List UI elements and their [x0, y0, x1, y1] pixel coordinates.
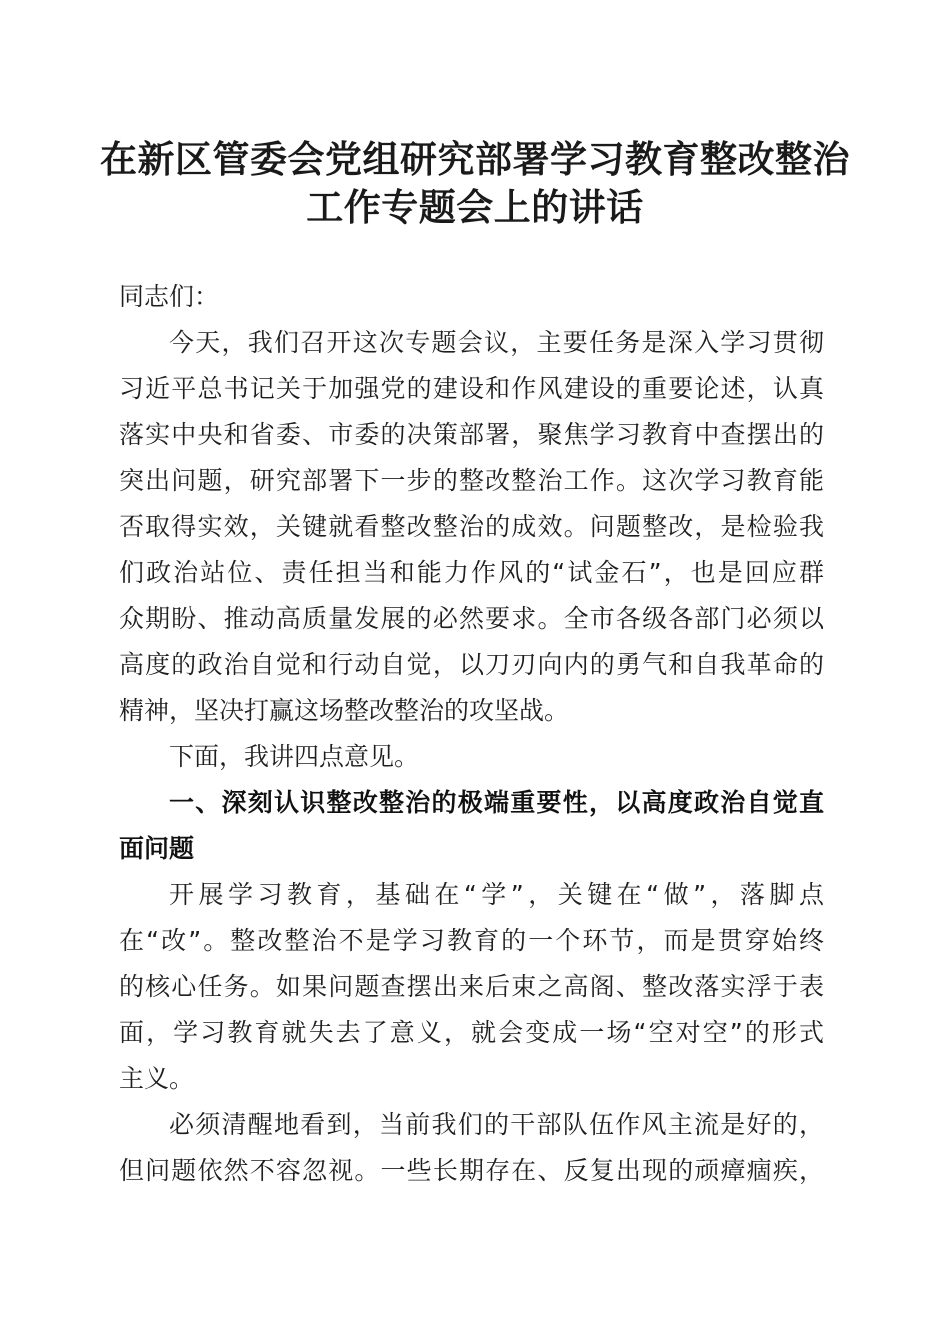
salutation: 同志们：	[119, 282, 220, 311]
paragraph-1-line: 精神，坚决打赢这场整改整治的攻坚战。	[119, 696, 570, 725]
section-heading-1-line: 一、深刻认识整改整治的极端重要性，以高度政治自觉直	[169, 788, 824, 817]
paragraph-1-line: 们政治站位、责任担当和能力作风的“试金石”，也是回应群	[119, 558, 824, 587]
paragraph-3-line: 面，学习教育就失去了意义，就会变成一场“空对空”的形式	[119, 1018, 824, 1047]
paragraph-4-line: 但问题依然不容忽视。一些长期存在、反复出现的顽瘴痼疾，	[119, 1156, 824, 1185]
paragraph-1-line: 众期盼、推动高质量发展的必然要求。全市各级各部门必须以	[119, 604, 824, 633]
paragraph-3-line: 的核心任务。如果问题查摆出来后束之高阁、整改落实浮于表	[119, 972, 824, 1001]
paragraph-3-line: 在“改”。整改整治不是学习教育的一个环节，而是贯穿始终	[119, 926, 824, 955]
paragraph-1-line: 习近平总书记关于加强党的建设和作风建设的重要论述，认真	[119, 374, 824, 403]
document-title-line-1: 在新区管委会党组研究部署学习教育整改整治	[100, 137, 850, 181]
paragraph-1-line: 今天，我们召开这次专题会议，主要任务是深入学习贯彻	[169, 328, 824, 357]
paragraph-1-line: 落实中央和省委、市委的决策部署，聚焦学习教育中查摆出的	[119, 420, 824, 449]
paragraph-3-line: 主义。	[119, 1064, 195, 1093]
section-heading-1-line: 面问题	[119, 834, 195, 863]
paragraph-1-line: 突出问题，研究部署下一步的整改整治工作。这次学习教育能	[119, 466, 824, 495]
paragraph-1-line: 高度的政治自觉和行动自觉，以刀刃向内的勇气和自我革命的	[119, 650, 824, 679]
document-title-line-2: 工作专题会上的讲话	[306, 185, 644, 229]
paragraph-1-line: 否取得实效，关键就看整改整治的成效。问题整改，是检验我	[119, 512, 824, 541]
paragraph-2: 下面，我讲四点意见。	[169, 742, 420, 771]
paragraph-3-line: 开展学习教育，基础在“学”，关键在“做”，落脚点	[169, 880, 824, 909]
paragraph-4-line: 必须清醒地看到，当前我们的干部队伍作风主流是好的，	[169, 1110, 824, 1139]
